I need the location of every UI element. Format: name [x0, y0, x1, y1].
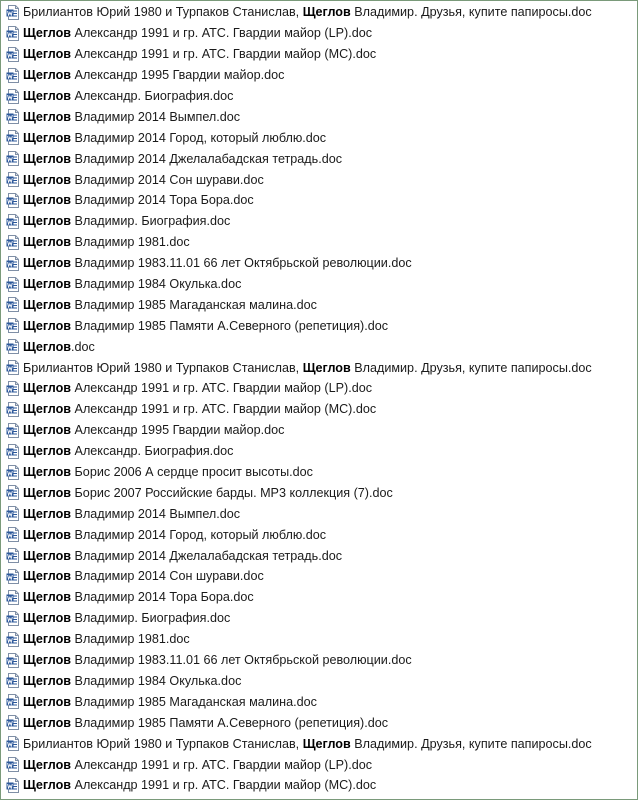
- file-name: [23, 89, 233, 103]
- file-name: [23, 131, 326, 145]
- file-name-text: Александр 1995 Гвардии майор.doc: [71, 423, 285, 438]
- file-name: [23, 674, 241, 688]
- highlight-term: Щеглов: [23, 318, 72, 333]
- file-name-text: Владимир 2014 Вымпел.doc: [71, 506, 241, 521]
- file-name: [23, 235, 190, 249]
- file-name-text: Владимир 1983.11.01 66 лет Октябрьской революции.doc: [71, 256, 412, 271]
- word-document-icon: [6, 590, 19, 605]
- file-item[interactable]: [1, 65, 637, 86]
- file-item[interactable]: [1, 503, 637, 524]
- file-name-text: Владимир 1985 Памяти А.Северного (репетиция).doc: [71, 715, 389, 730]
- file-name-text: Владимир 1985 Памяти А.Северного (репетиция).doc: [71, 318, 389, 333]
- file-item[interactable]: [1, 441, 637, 462]
- word-document-icon: [6, 297, 19, 312]
- file-name: [23, 737, 592, 751]
- file-name-text: Борис 2007 Российские барды. MP3 коллекция (7).doc: [71, 485, 393, 500]
- file-item[interactable]: [1, 23, 637, 44]
- file-item[interactable]: [1, 274, 637, 295]
- highlight-term: Щеглов: [23, 444, 72, 459]
- highlight-term: Щеглов: [23, 569, 72, 584]
- file-item[interactable]: [1, 399, 637, 420]
- file-name-text: Владимир 1985 Магаданская малина.doc: [71, 694, 317, 709]
- file-item[interactable]: [1, 545, 637, 566]
- file-name: [23, 465, 313, 479]
- word-document-icon: [6, 632, 19, 647]
- word-document-icon: [6, 151, 19, 166]
- file-item[interactable]: [1, 169, 637, 190]
- highlight-term: Щеглов: [23, 47, 72, 62]
- file-name: [23, 152, 342, 166]
- file-name: [23, 486, 393, 500]
- file-item[interactable]: [1, 482, 637, 503]
- highlight-term: Щеглов: [23, 423, 72, 438]
- word-document-icon: [6, 193, 19, 208]
- word-document-icon: [6, 214, 19, 229]
- file-name-text: Александр 1991 и гр. АТС. Гвардии майор (МС).doc: [71, 778, 377, 793]
- file-name-text: Владимир. Друзья, купите папиросы.doc: [350, 360, 592, 375]
- file-name: [23, 340, 95, 354]
- word-document-icon: [6, 381, 19, 396]
- file-name: [23, 632, 190, 646]
- file-item[interactable]: [1, 566, 637, 587]
- file-list: [1, 1, 637, 796]
- file-name-text: Владимир. Биография.doc: [71, 214, 231, 229]
- file-item[interactable]: [1, 2, 637, 23]
- file-name-text: Александр 1995 Гвардии майор.doc: [71, 68, 285, 83]
- word-document-icon: [6, 423, 19, 438]
- file-name: [23, 528, 326, 542]
- highlight-term: Щеглов: [23, 172, 72, 187]
- word-document-icon: [6, 485, 19, 500]
- file-item[interactable]: [1, 650, 637, 671]
- file-name-text: Владимир 2014 Вымпел.doc: [71, 109, 241, 124]
- highlight-term: Щеглов: [23, 68, 72, 83]
- word-document-icon: [6, 89, 19, 104]
- file-name-text: Брилиантов Юрий 1980 и Турпаков Станислав,: [23, 736, 303, 751]
- highlight-term: Щеглов: [23, 130, 72, 145]
- word-document-icon: [6, 277, 19, 292]
- file-name: [23, 549, 342, 563]
- file-item[interactable]: [1, 357, 637, 378]
- file-name-text: Владимир 2014 Тора Бора.doc: [71, 193, 254, 208]
- file-item[interactable]: [1, 315, 637, 336]
- file-item[interactable]: [1, 524, 637, 545]
- file-name: [23, 5, 592, 19]
- file-name-text: Александр. Биография.doc: [71, 89, 234, 103]
- file-name: [23, 361, 592, 375]
- word-document-icon: [6, 235, 19, 250]
- word-document-icon: [6, 256, 19, 271]
- file-item[interactable]: [1, 587, 637, 608]
- highlight-term: Щеглов: [23, 256, 72, 271]
- file-item[interactable]: [1, 712, 637, 733]
- file-name-text: Александр 1991 и гр. АТС. Гвардии майор (МС).doc: [71, 47, 377, 62]
- file-item[interactable]: [1, 190, 637, 211]
- word-document-icon: [6, 26, 19, 41]
- highlight-term: Щеглов: [23, 715, 72, 730]
- file-item[interactable]: [1, 775, 637, 796]
- word-document-icon: [6, 506, 19, 521]
- word-document-icon: [6, 47, 19, 62]
- file-name-text: Брилиантов Юрий 1980 и Турпаков Станислав,: [23, 5, 303, 20]
- file-name: [23, 402, 376, 416]
- file-name-text: Александр. Биография.doc: [71, 444, 234, 459]
- file-name: [23, 173, 264, 187]
- highlight-term: Щеглов: [23, 26, 72, 41]
- word-document-icon: [6, 736, 19, 751]
- word-document-icon: [6, 569, 19, 584]
- word-document-icon: [6, 653, 19, 668]
- file-name: [23, 758, 372, 772]
- file-item[interactable]: [1, 294, 637, 315]
- file-name-text: .doc: [71, 339, 95, 354]
- word-document-icon: [6, 465, 19, 480]
- file-name-text: Владимир 1981.doc: [71, 632, 190, 647]
- file-item[interactable]: [1, 44, 637, 65]
- file-name: [23, 695, 317, 709]
- highlight-term: Щеглов: [23, 653, 72, 668]
- file-name-text: Владимир 1981.doc: [71, 235, 190, 250]
- file-item[interactable]: [1, 420, 637, 441]
- word-document-icon: [6, 778, 19, 793]
- file-name: [23, 298, 317, 312]
- file-name: [23, 381, 372, 395]
- highlight-term: Щеглов: [23, 297, 72, 312]
- file-name: [23, 590, 254, 604]
- file-item[interactable]: [1, 86, 637, 107]
- highlight-term: Щеглов: [23, 381, 72, 396]
- file-name-text: Владимир 1984 Окулька.doc: [71, 277, 242, 292]
- highlight-term: Щеглов: [23, 89, 72, 103]
- file-name: [23, 569, 264, 583]
- highlight-term: Щеглов: [23, 109, 72, 124]
- file-item[interactable]: [1, 211, 637, 232]
- file-item[interactable]: [1, 671, 637, 692]
- file-name: [23, 444, 233, 458]
- file-name-text: Брилиантов Юрий 1980 и Турпаков Станислав,: [23, 360, 303, 375]
- file-item[interactable]: [1, 232, 637, 253]
- highlight-term: Щеглов: [23, 632, 72, 647]
- file-name-text: Владимир 1983.11.01 66 лет Октябрьской революции.doc: [71, 653, 412, 668]
- file-item[interactable]: [1, 462, 637, 483]
- highlight-term: Щеглов: [23, 402, 72, 417]
- file-name: [23, 47, 376, 61]
- highlight-term: Щеглов: [23, 277, 72, 292]
- word-document-icon: [6, 339, 19, 354]
- file-name-text: Владимир 2014 Джелалабадская тетрадь.doc: [71, 151, 343, 166]
- highlight-term: Щеглов: [23, 527, 72, 542]
- file-item[interactable]: [1, 106, 637, 127]
- file-name-text: Александр 1991 и гр. АТС. Гвардии майор (LP).doc: [71, 381, 372, 396]
- highlight-term: Щеглов: [23, 694, 72, 709]
- file-name: [23, 193, 254, 207]
- word-document-icon: [6, 444, 19, 459]
- highlight-term: Щеглов: [23, 548, 72, 563]
- word-document-icon: [6, 611, 19, 626]
- file-item[interactable]: [1, 253, 637, 274]
- file-name-text: Владимир. Друзья, купите папиросы.doc: [350, 5, 592, 20]
- file-name-text: Владимир 2014 Город, который люблю.doc: [71, 130, 327, 145]
- file-name: [23, 26, 372, 40]
- file-name: [23, 256, 412, 270]
- highlight-term: Щеглов: [23, 778, 72, 793]
- file-name: [23, 68, 284, 82]
- file-item[interactable]: [1, 127, 637, 148]
- word-document-icon: [6, 318, 19, 333]
- word-document-icon: [6, 715, 19, 730]
- highlight-term: Щеглов: [23, 214, 72, 229]
- word-document-icon: [6, 673, 19, 688]
- file-item[interactable]: [1, 336, 637, 357]
- highlight-term: Щеглов: [23, 590, 72, 605]
- file-name: [23, 277, 241, 291]
- file-item[interactable]: [1, 629, 637, 650]
- highlight-term: Щеглов: [23, 339, 72, 354]
- file-name-text: Владимир. Друзья, купите папиросы.doc: [350, 736, 592, 751]
- word-document-icon: [6, 109, 19, 124]
- highlight-term: Щеглов: [302, 736, 351, 751]
- word-document-icon: [6, 130, 19, 145]
- highlight-term: Щеглов: [23, 485, 72, 500]
- file-name: [23, 110, 240, 124]
- word-document-icon: [6, 527, 19, 542]
- file-name: [23, 653, 412, 667]
- file-item[interactable]: [1, 733, 637, 754]
- file-name: [23, 611, 230, 625]
- file-item[interactable]: [1, 148, 637, 169]
- file-name-text: Владимир 2014 Джелалабадская тетрадь.doc: [71, 548, 343, 563]
- word-document-icon: [6, 548, 19, 563]
- highlight-term: Щеглов: [23, 506, 72, 521]
- file-name: [23, 716, 388, 730]
- word-document-icon: [6, 5, 19, 20]
- highlight-term: Щеглов: [23, 193, 72, 208]
- highlight-term: Щеглов: [23, 465, 72, 480]
- word-document-icon: [6, 360, 19, 375]
- file-name-text: Владимир 1985 Магаданская малина.doc: [71, 297, 317, 312]
- file-name: [23, 507, 240, 521]
- highlight-term: Щеглов: [302, 360, 351, 375]
- file-name-text: Владимир 2014 Город, который люблю.doc: [71, 527, 327, 542]
- file-item[interactable]: [1, 754, 637, 775]
- file-name: [23, 423, 284, 437]
- file-name-text: Владимир 2014 Сон шурави.doc: [71, 172, 264, 187]
- file-name-text: Владимир 1984 Окулька.doc: [71, 673, 242, 688]
- word-document-icon: [6, 172, 19, 187]
- file-name-text: Борис 2006 А сердце просит высоты.doc: [71, 465, 313, 480]
- file-name-text: Владимир 2014 Сон шурави.doc: [71, 569, 264, 584]
- file-name-text: Александр 1991 и гр. АТС. Гвардии майор (LP).doc: [71, 757, 372, 772]
- file-item[interactable]: [1, 691, 637, 712]
- highlight-term: Щеглов: [23, 611, 72, 626]
- file-name: [23, 319, 388, 333]
- highlight-term: Щеглов: [302, 5, 351, 20]
- file-item[interactable]: [1, 378, 637, 399]
- file-name: [23, 214, 230, 228]
- file-item[interactable]: [1, 608, 637, 629]
- file-name-text: Владимир. Биография.doc: [71, 611, 231, 626]
- highlight-term: Щеглов: [23, 757, 72, 772]
- word-document-icon: [6, 402, 19, 417]
- file-name-text: Александр 1991 и гр. АТС. Гвардии майор (LP).doc: [71, 26, 372, 41]
- word-document-icon: [6, 68, 19, 83]
- file-name-text: Владимир 2014 Тора Бора.doc: [71, 590, 254, 605]
- file-name-text: Александр 1991 и гр. АТС. Гвардии майор (МС).doc: [71, 402, 377, 417]
- word-document-icon: [6, 694, 19, 709]
- highlight-term: Щеглов: [23, 151, 72, 166]
- highlight-term: Щеглов: [23, 673, 72, 688]
- file-name: [23, 778, 376, 792]
- highlight-term: Щеглов: [23, 235, 72, 250]
- word-document-icon: [6, 757, 19, 772]
